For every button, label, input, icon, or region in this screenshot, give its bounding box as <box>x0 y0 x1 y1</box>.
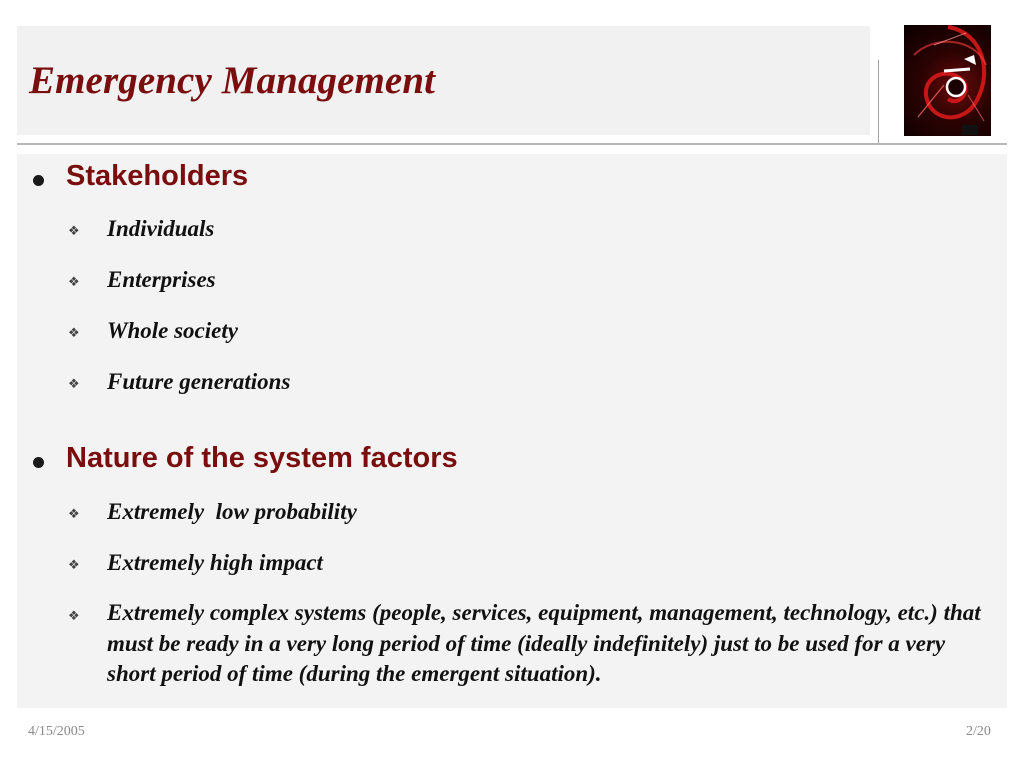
page-number: 2/20 <box>966 724 991 739</box>
list-item: Future generations <box>107 369 291 394</box>
diamond-bullet-icon: ❖ <box>68 558 80 573</box>
diamond-bullet-icon: ❖ <box>68 224 80 239</box>
list-item: Individuals <box>107 216 215 241</box>
diamond-bullet-icon: ❖ <box>68 377 80 392</box>
horizontal-divider <box>17 143 1007 145</box>
slide-title: Emergency Management <box>29 59 436 102</box>
list-item: Extremely low probability <box>107 499 357 524</box>
list-item: Extremely complex systems (people, services, equipment, management, technology, etc.) that must be ready in a very long period of time (ideally indefinitely) just to be used for a very short period of time (during the emergent situation). <box>107 600 981 686</box>
bullet-icon <box>33 457 44 468</box>
diamond-bullet-icon: ❖ <box>68 507 80 522</box>
diamond-bullet-icon: ❖ <box>68 609 80 624</box>
bullet-icon <box>33 175 44 186</box>
footer-date: 4/15/2005 <box>28 724 85 739</box>
list-item: Enterprises <box>107 267 216 292</box>
section-heading-stakeholders: Stakeholders <box>66 160 249 192</box>
red-spiral-logo <box>904 25 991 136</box>
list-item: Extremely high impact <box>107 550 323 575</box>
vertical-divider <box>878 60 879 144</box>
diamond-bullet-icon: ❖ <box>68 326 80 341</box>
diamond-bullet-icon: ❖ <box>68 275 80 290</box>
section-heading-system-factors: Nature of the system factors <box>66 442 458 474</box>
list-item: Whole society <box>107 318 238 343</box>
